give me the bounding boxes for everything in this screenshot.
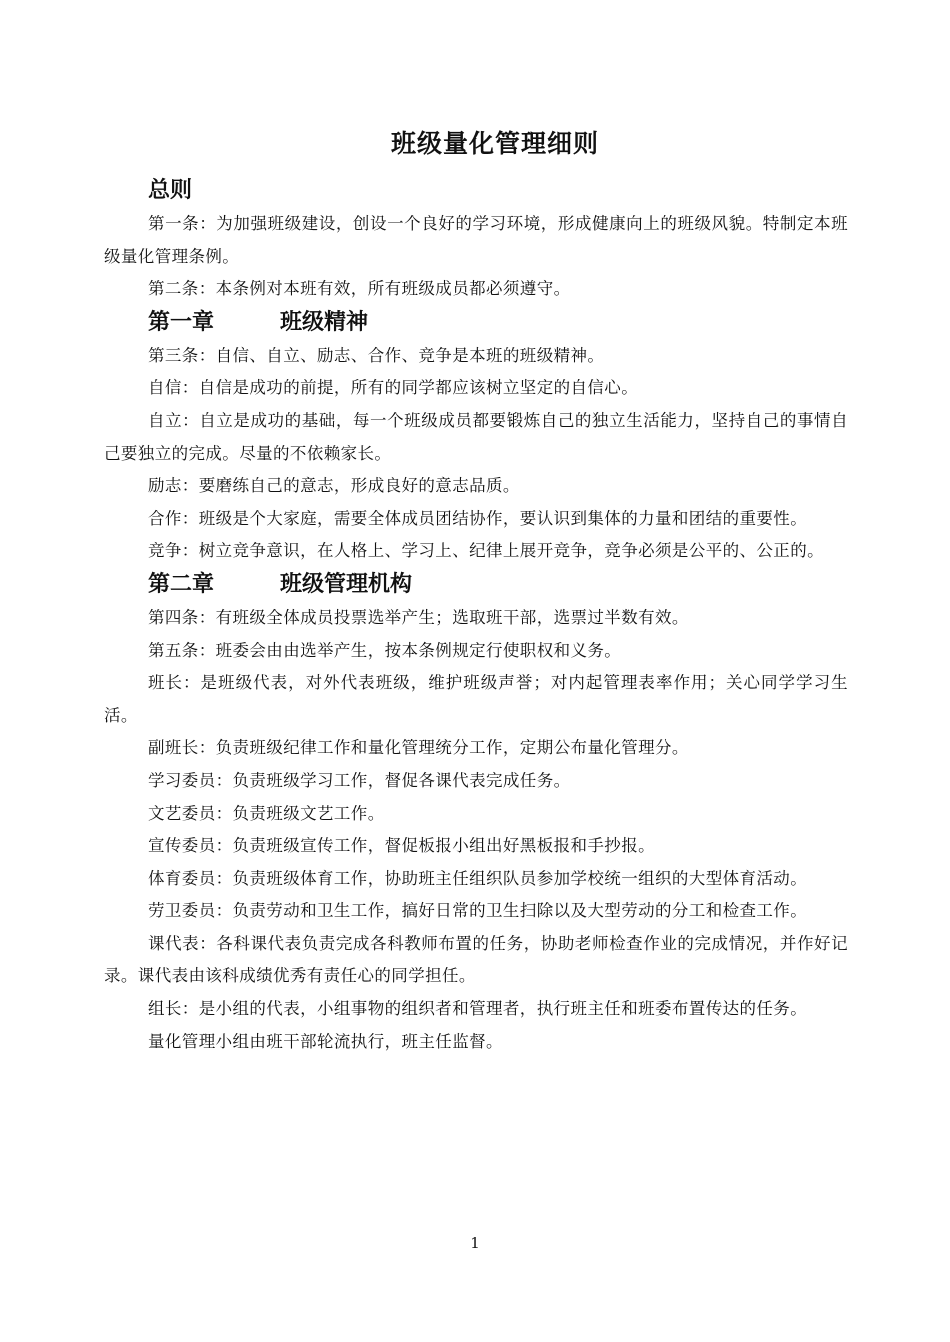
chapter-heading xyxy=(104,306,848,340)
paragraph: 量化管理小组由班干部轮流执行，班主任监督。 xyxy=(148,1031,503,1051)
chapter-title: 班级管理机构 xyxy=(280,571,413,597)
document-title: 班级量化管理细则 xyxy=(390,129,599,158)
section-chapter-1 xyxy=(104,306,848,568)
page-number: 1 xyxy=(470,1234,480,1252)
paragraph: 第二条：本条例对本班有效，所有班级成员都必须遵守。 xyxy=(148,279,571,299)
heading-text: 总则 xyxy=(148,178,193,203)
paragraph: 副班长：负责班级纪律工作和量化管理统分工作，定期公布量化管理分。 xyxy=(148,738,689,758)
paragraph: 劳卫委员：负责劳动和卫生工作，搞好日常的卫生扫除以及大型劳动的分工和检查工作。 xyxy=(148,901,808,921)
paragraph: 宣传委员：负责班级宣传工作，督促板报小组出好黑板报和手抄报。 xyxy=(148,836,655,856)
paragraph: 文艺委员：负责班级文艺工作。 xyxy=(148,803,385,823)
paragraph: 第三条：自信、自立、励志、合作、竞争是本班的班级精神。 xyxy=(148,345,605,365)
paragraph: 第四条：有班级全体成员投票选举产生；选取班干部，选票过半数有效。 xyxy=(148,607,689,627)
section-chapter-2 xyxy=(104,568,848,1058)
paragraph: 组长：是小组的代表，小组事物的组织者和管理者，执行班主任和班委布置传达的任务。 xyxy=(148,999,808,1019)
chapter-heading xyxy=(104,568,848,602)
paragraph: 竞争：树立竞争意识，在人格上、学习上、纪律上展开竞争，竞争必须是公平的、公正的。 xyxy=(148,541,824,561)
chapter-title: 班级精神 xyxy=(280,309,369,335)
section-general xyxy=(104,174,848,306)
section-heading xyxy=(104,174,848,208)
document-body xyxy=(104,174,848,1058)
paragraph: 班长：是班级代表，对外代表班级，维护班级声誉；对内起管理表率作用；关心同学学习生活。 xyxy=(104,673,848,725)
paragraph: 自立：自立是成功的基础，每一个班级成员都要锻炼自己的独立生活能力，坚持自己的事情自己要独立的完成。尽量的不依赖家长。 xyxy=(104,410,848,463)
paragraph: 课代表：各科课代表负责完成各科教师布置的任务，协助老师检查作业的完成情况，并作好记录。课代表由该科成绩优秀有责任心的同学担任。 xyxy=(104,933,848,986)
chapter-number: 第二章 xyxy=(148,571,215,597)
paragraph: 体育委员：负责班级体育工作，协助班主任组织队员参加学校统一组织的大型体育活动。 xyxy=(148,868,808,888)
paragraph: 学习委员：负责班级学习工作，督促各课代表完成任务。 xyxy=(148,770,571,790)
paragraph: 自信：自信是成功的前提，所有的同学都应该树立坚定的自信心。 xyxy=(148,378,639,398)
paragraph: 合作：班级是个大家庭，需要全体成员团结协作，要认识到集体的力量和团结的重要性。 xyxy=(148,508,808,528)
paragraph: 第一条：为加强班级建设，创设一个良好的学习环境，形成健康向上的班级风貌。特制定本班级量化管理条例。 xyxy=(104,214,848,266)
paragraph: 第五条：班委会由由选举产生，按本条例规定行使职权和义务。 xyxy=(148,640,622,660)
chapter-number: 第一章 xyxy=(148,309,215,335)
paragraph: 励志：要磨练自己的意志，形成良好的意志品质。 xyxy=(148,476,520,496)
